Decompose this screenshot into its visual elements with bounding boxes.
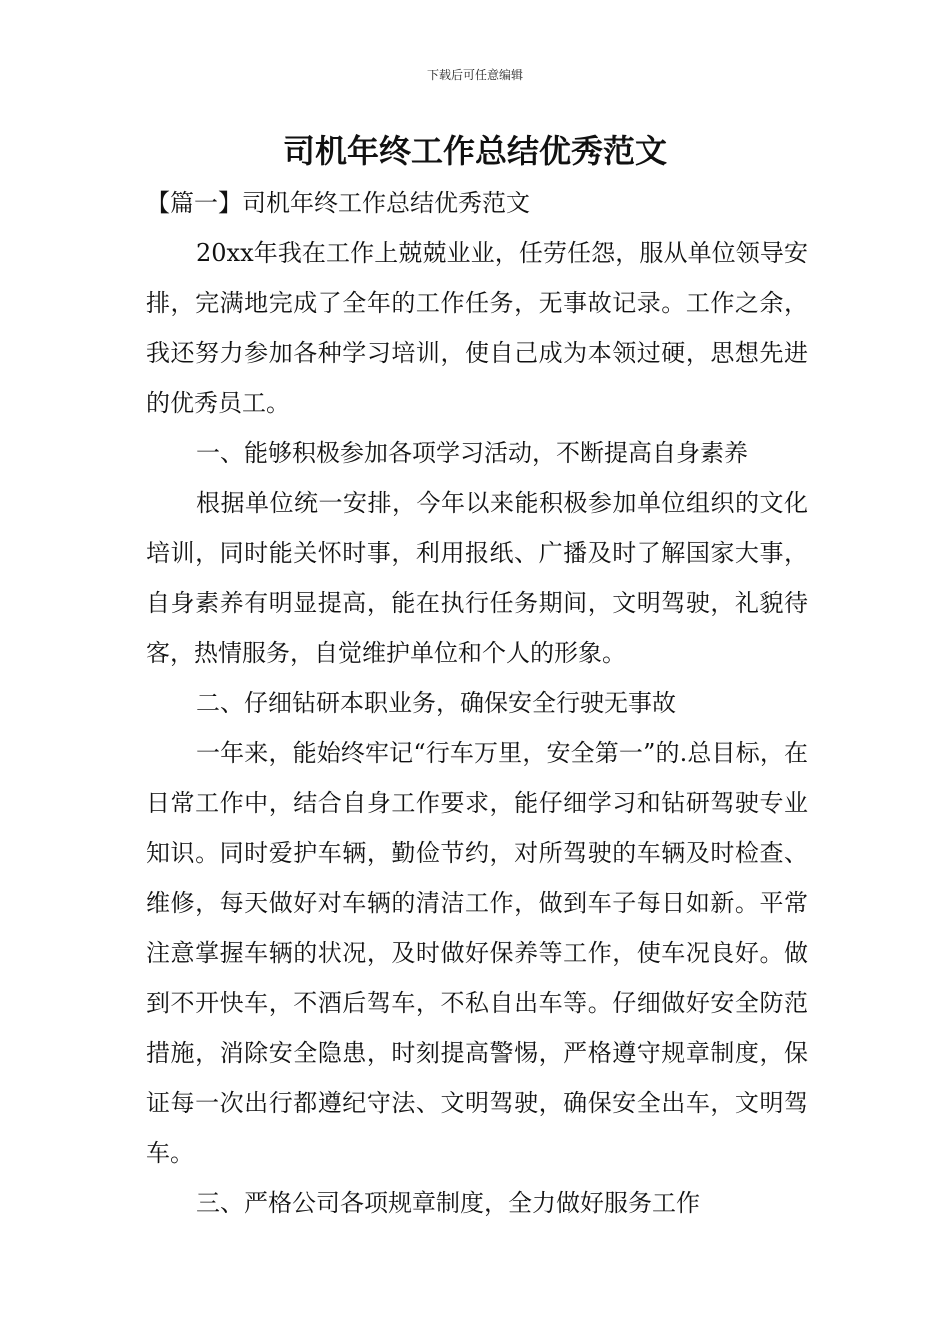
section-label: 【篇一】司机年终工作总结优秀范文 bbox=[146, 189, 530, 217]
document-body bbox=[146, 178, 808, 1228]
heading-section-1: 一、能够积极参加各项学习活动，不断提高自身素养 bbox=[196, 439, 748, 467]
header-note: 下载后可任意编辑 bbox=[426, 68, 523, 82]
paragraph-section-2: 一年来，能始终牢记“行车万里，安全第一”的.总目标，在日常工作中，结合自身工作要求，能仔细学习和钻研驾驶专业知识。同时爱护车辆，勤俭节约，对所驾驶的车辆及时检查、维修，每天做好对车辆的清洁工作，做到车子每日如新。平常注意掌握车辆的状况，及时做好保养等工作，使车况良好。做到不开快车，不酒后驾车，不私自出车等。仔细做好安全防范措施，消除安全隐患，时刻提高警惕，严格遵守规章制度，保证每一次出行都遵纪守法、文明驾驶，确保安全出车，文明驾车。 bbox=[146, 739, 808, 1167]
heading-section-2: 二、仔细钻研本职业务，确保安全行驶无事故 bbox=[196, 689, 676, 717]
paragraph-section-1: 根据单位统一安排，今年以来能积极参加单位组织的文化培训，同时能关怀时事，利用报纸、广播及时了解国家大事，自身素养有明显提高，能在执行任务期间，文明驾驶，礼貌待客，热情服务，自觉维护单位和个人的形象。 bbox=[146, 489, 808, 667]
document-title: 司机年终工作总结优秀范文 bbox=[282, 132, 667, 170]
paragraph-intro: 20xx年我在工作上兢兢业业，任劳任怨，服从单位领导安排，完满地完成了全年的工作任务，无事故记录。工作之余，我还努力参加各种学习培训，使自己成为本领过硬，思想先进的优秀员工。 bbox=[146, 239, 808, 417]
heading-section-3: 三、严格公司各项规章制度，全力做好服务工作 bbox=[196, 1189, 700, 1217]
